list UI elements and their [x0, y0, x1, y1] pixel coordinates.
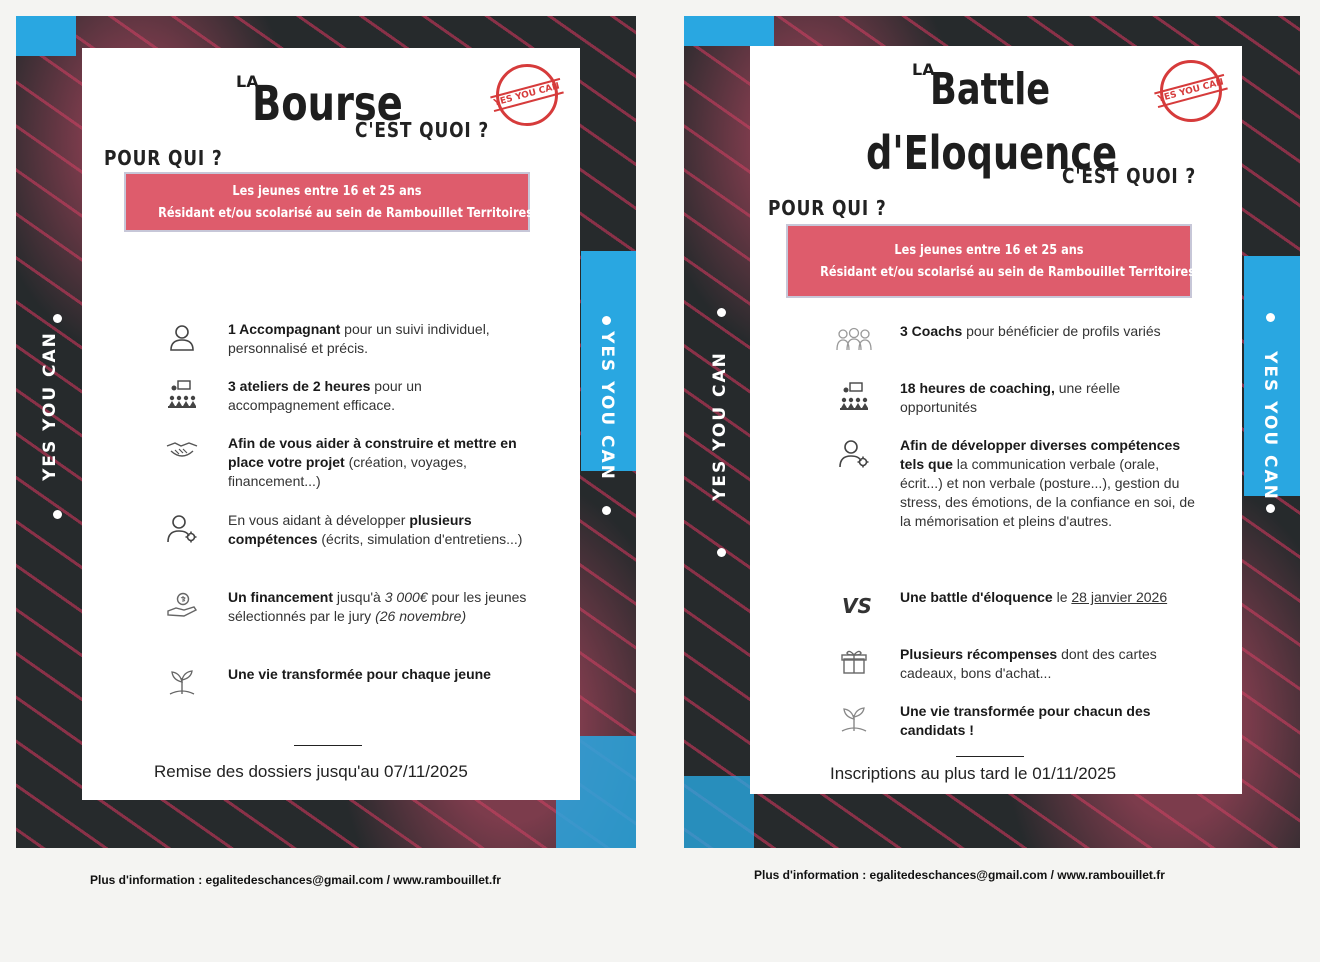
item-text: Afin de vous aider à construire et mettre en place votre projet (création, voyages, financement...) [228, 435, 517, 489]
page-title: Battle [930, 64, 1051, 115]
list-item [164, 665, 534, 722]
target-banner [124, 172, 538, 232]
blue-accent [684, 16, 774, 46]
target-banner [786, 224, 1200, 298]
item-text: 18 heures de coaching, une réelle opportunités [900, 380, 1121, 415]
side-dot [1266, 313, 1275, 322]
footer-contact: Plus d'information : egalitedeschances@gmail.com / www.rambouillet.fr [90, 873, 501, 887]
item-text: Un financement jusqu'à 3 000€ pour les jeunes sélectionnés par le jury (26 novembre) [228, 589, 527, 624]
deadline-text: Remise des dossiers jusqu'au 07/11/2025 [154, 762, 468, 781]
plant-icon [836, 704, 872, 734]
workshop-icon [836, 381, 872, 411]
target-heading: POUR QUI ? [104, 146, 223, 170]
title-subtitle: C'EST QUOI ? [1062, 164, 1197, 188]
content-card [82, 48, 580, 800]
side-label-left: YES YOU CAN [710, 351, 731, 501]
gift-icon [836, 647, 872, 677]
list-item [164, 511, 534, 588]
side-label-left: YES YOU CAN [40, 331, 61, 481]
person-gear-icon [836, 438, 872, 468]
item-text: En vous aidant à développer plusieurs compétences (écrits, simulation d'entretiens...) [228, 512, 523, 547]
benefits-list [164, 320, 534, 722]
person-icon [164, 322, 200, 352]
flyer-battle [684, 16, 1300, 848]
list-item [836, 379, 1196, 436]
side-dot [602, 506, 611, 515]
title-prefix: LA [912, 60, 935, 79]
item-text: Une vie transformée pour chaque jeune [228, 666, 491, 682]
list-item [164, 377, 534, 434]
item-text: 3 ateliers de 2 heures pour un accompagnement efficace. [228, 378, 422, 413]
divider [956, 756, 1024, 757]
item-text: Une battle d'éloquence le 28 janvier 2026 [900, 589, 1168, 605]
side-label-right: YES YOU CAN [597, 331, 618, 481]
vs-icon [836, 590, 872, 620]
page-title-line2: d'Eloquence [866, 126, 1118, 180]
list-item [836, 588, 1196, 645]
yes-you-can-stamp-icon: YES YOU CAN [496, 64, 558, 126]
item-text: Une vie transformée pour chacun des candidats ! [900, 703, 1151, 738]
yes-you-can-stamp-icon: YES YOU CAN [1160, 60, 1222, 122]
title-prefix: LA [236, 72, 259, 91]
side-dot [717, 548, 726, 557]
blue-accent [16, 16, 76, 56]
side-dot [53, 510, 62, 519]
workshop-icon [164, 379, 200, 409]
side-label-right: YES YOU CAN [1260, 351, 1281, 501]
list-item [836, 702, 1196, 759]
title-subtitle: C'EST QUOI ? [355, 118, 490, 142]
blue-accent [684, 776, 754, 848]
item-text: 3 Coachs pour bénéficier de profils variés [900, 323, 1161, 339]
content-card [750, 46, 1242, 794]
handshake-icon [164, 436, 200, 466]
flyer-bourse [16, 16, 636, 848]
divider [294, 745, 362, 746]
target-heading: POUR QUI ? [768, 196, 887, 220]
footer-contact: Plus d'information : egalitedeschances@gmail.com / www.rambouillet.fr [754, 868, 1165, 882]
money-hand-icon [164, 590, 200, 620]
benefits-list [836, 322, 1196, 759]
list-item [164, 434, 534, 511]
list-item [164, 320, 534, 377]
banner-line: Les jeunes entre 16 et 25 ans [894, 242, 1084, 258]
side-dot [717, 308, 726, 317]
banner-line: Les jeunes entre 16 et 25 ans [232, 183, 422, 199]
deadline-text: Inscriptions au plus tard le 01/11/2025 [830, 764, 1117, 783]
item-text: Plusieurs récompenses dont des cartes cadeaux, bons d'achat... [900, 646, 1157, 681]
side-dot [53, 314, 62, 323]
list-item [836, 645, 1196, 702]
plant-icon [164, 667, 200, 697]
side-dot [602, 316, 611, 325]
person-gear-icon [164, 513, 200, 543]
list-item [836, 436, 1196, 588]
list-item [836, 322, 1196, 379]
side-dot [1266, 504, 1275, 513]
svg-text:VS: VS [842, 594, 872, 618]
group-icon [836, 324, 872, 354]
list-item [164, 588, 534, 665]
item-text: 1 Accompagnant pour un suivi individuel, personnalisé et précis. [228, 321, 490, 356]
banner-line: Résidant et/ou scolarisé au sein de Rambouillet Territoires. [158, 205, 538, 221]
page-title: Bourse [252, 76, 403, 132]
item-text: Afin de développer diverses compétences tels que la communication verbale (orale, écrit...) et non verbale (posture...), gestion du stress, des émotions, de la confiance en soi, de la mémorisation et pleins d'autres. [900, 437, 1195, 529]
banner-line: Résidant et/ou scolarisé au sein de Rambouillet Territoires. [820, 264, 1200, 280]
